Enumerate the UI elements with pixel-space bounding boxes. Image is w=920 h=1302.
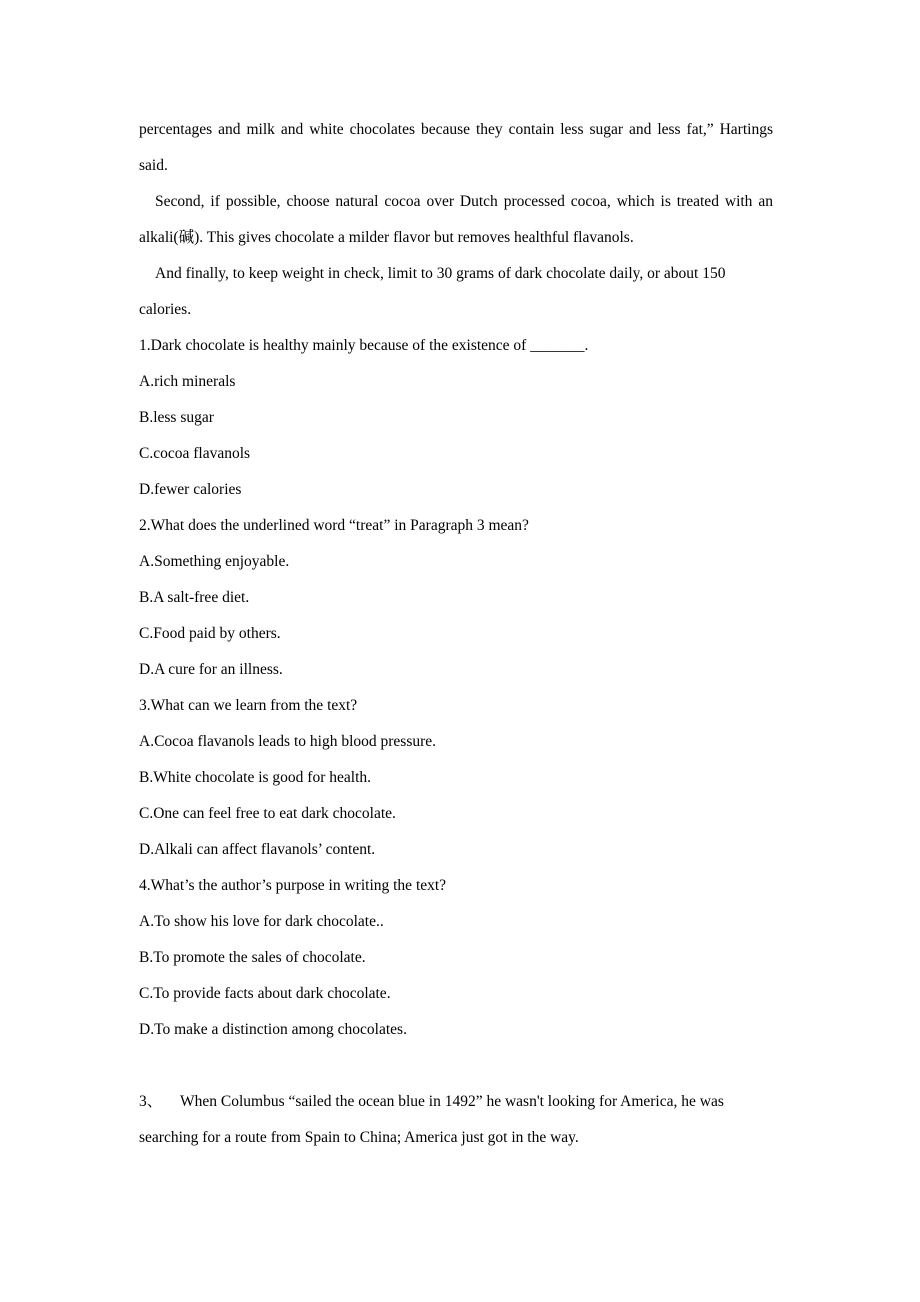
option: B.A salt-free diet. xyxy=(139,589,250,606)
option: B.less sugar xyxy=(139,409,214,426)
question-1: 1.Dark chocolate is healthy mainly because of the existence of _______. xyxy=(139,337,589,354)
option: D.To make a distinction among chocolates. xyxy=(139,1021,407,1038)
paragraph-line: And finally, to keep weight in check, limit to 30 grams of dark chocolate daily, or about 150 xyxy=(155,265,726,282)
option: B.White chocolate is good for health. xyxy=(139,769,372,786)
option: A.Cocoa flavanols leads to high blood pressure. xyxy=(139,733,437,750)
paragraph-line: searching for a route from Spain to China; America just got in the way. xyxy=(139,1129,579,1146)
paragraph-line: alkali(碱). This gives chocolate a milder flavor but removes healthful flavanols. xyxy=(139,229,634,246)
passage-number: 3、 xyxy=(139,1093,163,1110)
option: A.To show his love for dark chocolate.. xyxy=(139,913,384,930)
question-2: 2.What does the underlined word “treat” in Paragraph 3 mean? xyxy=(139,517,529,534)
option: D.Alkali can affect flavanols’ content. xyxy=(139,841,376,858)
paragraph-line: When Columbus “sailed the ocean blue in 1492” he wasn't looking for America, he was xyxy=(180,1093,724,1110)
paragraph-line: calories. xyxy=(139,301,192,318)
option: A.rich minerals xyxy=(139,373,236,390)
option: C.Food paid by others. xyxy=(139,625,281,642)
document-page xyxy=(139,112,773,1156)
paragraph-line: Second, if possible, choose natural cocoa over Dutch processed cocoa, which is treated with an xyxy=(155,193,773,210)
paragraph-line: percentages and milk and white chocolates because they contain less sugar and less fat,” Hartings xyxy=(139,121,773,138)
option: B.To promote the sales of chocolate. xyxy=(139,949,366,966)
question-3: 3.What can we learn from the text? xyxy=(139,697,358,714)
option: C.One can feel free to eat dark chocolate. xyxy=(139,805,396,822)
paragraph-line: said. xyxy=(139,157,168,174)
option: D.fewer calories xyxy=(139,481,242,498)
option: C.cocoa flavanols xyxy=(139,445,251,462)
question-4: 4.What’s the author’s purpose in writing the text? xyxy=(139,877,447,894)
option: A.Something enjoyable. xyxy=(139,553,290,570)
blank-line xyxy=(139,1048,773,1084)
option: D.A cure for an illness. xyxy=(139,661,283,678)
option: C.To provide facts about dark chocolate. xyxy=(139,985,391,1002)
passage-3-first-line xyxy=(139,1084,773,1120)
